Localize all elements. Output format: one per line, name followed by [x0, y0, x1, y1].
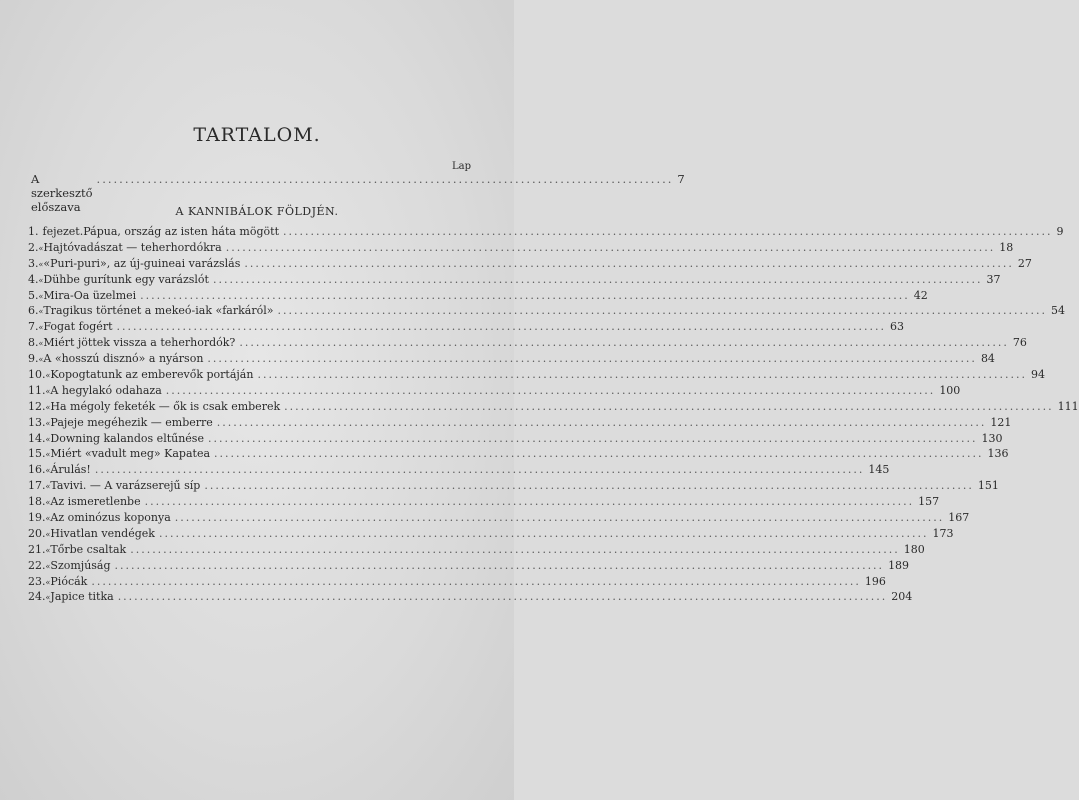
ditto-mark: « [45, 386, 51, 396]
chapter-title: Hivatlan vendégek [50, 526, 155, 540]
chapter-page: 18 [999, 240, 1014, 254]
chapter-title: Japice titka [50, 590, 114, 604]
chapter-number: 12. [28, 399, 46, 413]
toc-row [28, 495, 940, 511]
chapter-number: 2. [28, 240, 39, 254]
chapter-title: A «hosszú disznó» a nyárson [43, 352, 204, 366]
chapter-number: 17. [28, 479, 46, 493]
chapter-page: 27 [1017, 256, 1032, 270]
chapter-label: fejezet. [42, 225, 84, 238]
chapter-number: 7. [28, 320, 39, 334]
page-title: TARTALOM. [193, 124, 321, 146]
chapter-page: 121 [990, 415, 1012, 429]
ditto-mark: « [38, 323, 44, 333]
chapter-title: Ha mégoly feketék — ők is csak emberek [50, 399, 281, 413]
leader-dots: ............................................................................................................................................ [117, 590, 888, 604]
chapter-page: 180 [903, 542, 925, 556]
leader-dots: ............................................................................................................................................ [158, 526, 929, 540]
ditto-mark: « [38, 291, 44, 301]
toc-row [28, 415, 1012, 432]
chapter-title: Tavivi. — A varázserejű síp [50, 479, 201, 493]
chapter-page: 100 [939, 383, 961, 397]
leader-dots: ............................................................................................................................................ [165, 383, 936, 397]
chapter-number: 10. [28, 368, 46, 382]
ditto-mark: « [45, 450, 51, 460]
chapter-page: 189 [888, 558, 910, 572]
chapter-page: 145 [868, 463, 890, 477]
toc-row [28, 542, 925, 559]
chapter-page: 42 [913, 288, 928, 302]
leader-dots: ............................................................................................................................................ [225, 240, 996, 254]
chapter-page: 9 [1056, 225, 1064, 238]
chapter-number: 4. [28, 272, 39, 286]
ditto-mark: « [38, 243, 44, 253]
ditto-mark: « [45, 402, 51, 412]
chapter-number: 6. [28, 304, 39, 318]
chapter-page: 204 [891, 590, 913, 604]
chapter-title: Fogat fogért [43, 320, 113, 334]
chapter-title: Árulás! [50, 463, 91, 477]
leader-dots: ............................................................................................................................................ [204, 479, 974, 493]
chapter-number: 1. [28, 225, 39, 238]
leader-dots: ............................................................................................................................................ [257, 368, 1027, 382]
ditto-mark: « [45, 466, 51, 476]
chapter-number: 19. [28, 511, 46, 525]
chapter-page: 151 [977, 479, 999, 493]
chapter-title: Szomjúság [50, 558, 111, 572]
chapter-number: 14. [28, 431, 46, 445]
preface-page: 7 [677, 172, 685, 186]
chapter-page: 196 [864, 574, 886, 588]
chapter-number: 23. [28, 574, 46, 588]
chapter-number: 5. [28, 288, 39, 302]
chapter-title: Downing kalandos eltűnése [50, 431, 204, 445]
chapter-page: 37 [986, 272, 1001, 286]
toc-row [28, 463, 890, 479]
leader-dots: ............................................................................................................................................ [144, 495, 915, 509]
chapter-title: Pápua, ország az isten háta mögött [83, 225, 279, 238]
ditto-mark: « [38, 259, 44, 269]
leader-dots: ............................................................................................................................................ [216, 415, 987, 429]
chapter-title: Piócák [50, 574, 88, 588]
leader-dots: ............................................................................................................................................ [140, 288, 910, 302]
chapter-number: 3. [28, 256, 39, 270]
chapter-number: 21. [28, 542, 46, 556]
leader-dots: ............................................................................................................................................ [244, 256, 1014, 270]
toc-row [28, 352, 995, 368]
chapter-page: 111 [1057, 399, 1079, 413]
toc-row [28, 288, 928, 305]
toc-row [28, 225, 1064, 241]
ditto-mark: « [45, 498, 51, 508]
toc-row [28, 558, 910, 575]
toc-row [28, 368, 1045, 384]
toc-row [28, 590, 913, 606]
leader-dots: ............................................................................................................................................ [91, 574, 861, 588]
section-title: A KANNIBÁLOK FÖLDJÉN. [175, 205, 339, 218]
ditto-mark: « [38, 339, 44, 349]
leader-dots: ............................................................................................................................................ [207, 431, 978, 445]
ditto-mark: « [45, 434, 51, 444]
leader-dots: ............................................................................................................................................ [284, 399, 1054, 413]
chapter-number: 16. [28, 463, 46, 477]
ditto-mark: « [45, 593, 51, 603]
leader-dots: ............................................................................................................................................ [277, 304, 1048, 318]
ditto-mark: « [38, 275, 44, 285]
toc-row [28, 574, 886, 591]
toc-row [28, 240, 1014, 257]
toc-row [28, 256, 1032, 273]
chapter-number: 22. [28, 558, 46, 572]
chapter-title: «Puri-puri», az új-guineai varázslás [43, 256, 241, 270]
ditto-mark: « [45, 371, 51, 381]
toc-row [28, 447, 1009, 463]
chapter-number: 11. [28, 383, 46, 397]
chapter-number: 13. [28, 415, 46, 429]
chapter-page: 130 [981, 431, 1003, 445]
toc-row [28, 383, 961, 400]
leader-dots: ............................................................................................................................................ [283, 225, 1053, 238]
leader-dots: ............................................................................................................................................ [116, 320, 887, 334]
leader-dots: ............................................................................................................................................ [94, 463, 865, 477]
leader-dots: ............................................................................................................................................ [239, 336, 1009, 350]
leader-dots: ............................................................................................................................................ [207, 352, 977, 366]
chapter-number: 8. [28, 336, 39, 350]
ditto-mark: « [45, 561, 51, 571]
chapter-title: A hegylakó odahaza [50, 383, 162, 397]
chapter-title: Mira-Oa üzelmei [43, 288, 137, 302]
table-of-contents [28, 225, 1079, 606]
chapter-number: 9. [28, 352, 39, 366]
ditto-mark: « [45, 514, 51, 524]
chapter-title: Az ominózus koponya [50, 511, 171, 525]
chapter-page: 63 [890, 320, 905, 334]
chapter-title: Tragikus történet a mekeó-iak «farkáról» [43, 304, 274, 318]
chapter-number: 15. [28, 447, 46, 461]
ditto-mark: « [45, 529, 51, 539]
toc-row [28, 511, 970, 527]
ditto-mark: « [45, 545, 51, 555]
toc-row [28, 272, 1001, 289]
chapter-number: 18. [28, 495, 46, 509]
toc-row [28, 526, 954, 543]
preface-title: A szerkesztő előszava [31, 172, 93, 214]
chapter-page: 76 [1012, 336, 1027, 350]
toc-row [28, 304, 1066, 320]
toc-row [28, 479, 999, 495]
leader-dots: ............................................................................................................................................ [130, 542, 900, 556]
leader-dots: ............................................................................................................................................ [114, 558, 885, 572]
ditto-mark: « [45, 418, 51, 428]
chapter-page: 157 [918, 495, 940, 509]
ditto-mark: « [45, 577, 51, 587]
chapter-title: Pajeje megéhezik — emberre [50, 415, 213, 429]
toc-row [28, 399, 1079, 416]
chapter-title: Miért «vadult meg» Kapatea [50, 447, 211, 461]
chapter-page: 136 [987, 447, 1009, 461]
page-column-label: Lap [451, 161, 471, 172]
toc-row [28, 431, 1003, 448]
ditto-mark: « [45, 482, 51, 492]
chapter-number: 24. [28, 590, 46, 604]
chapter-title: Miért jöttek vissza a teherhordók? [43, 336, 236, 350]
chapter-page: 167 [948, 511, 970, 525]
chapter-title: Az ismeretlenbe [50, 495, 141, 509]
chapter-page: 173 [932, 526, 954, 540]
ditto-mark: « [38, 355, 44, 365]
chapter-title: Kopogtatunk az emberevők portáján [50, 368, 254, 382]
toc-row [28, 336, 1027, 352]
chapter-page: 94 [1030, 368, 1045, 382]
chapter-number: 20. [28, 526, 46, 540]
chapter-title: Hajtóvadászat — teherhordókra [43, 240, 222, 254]
leader-dots: ............................................................................................................................................ [212, 272, 983, 286]
chapter-title: Tőrbe csaltak [50, 542, 127, 556]
chapter-title: Dühbe gurítunk egy varázslót [43, 272, 209, 286]
chapter-page: 54 [1051, 304, 1066, 318]
leader-dots: ............................................................................................................................................ [174, 511, 945, 525]
chapter-page: 84 [980, 352, 995, 366]
ditto-mark: « [38, 307, 44, 317]
leader-dots: ............................................................................................................................................ [214, 447, 984, 461]
leader-dots: ...................................................................................................... [96, 172, 674, 186]
toc-row [28, 320, 905, 336]
